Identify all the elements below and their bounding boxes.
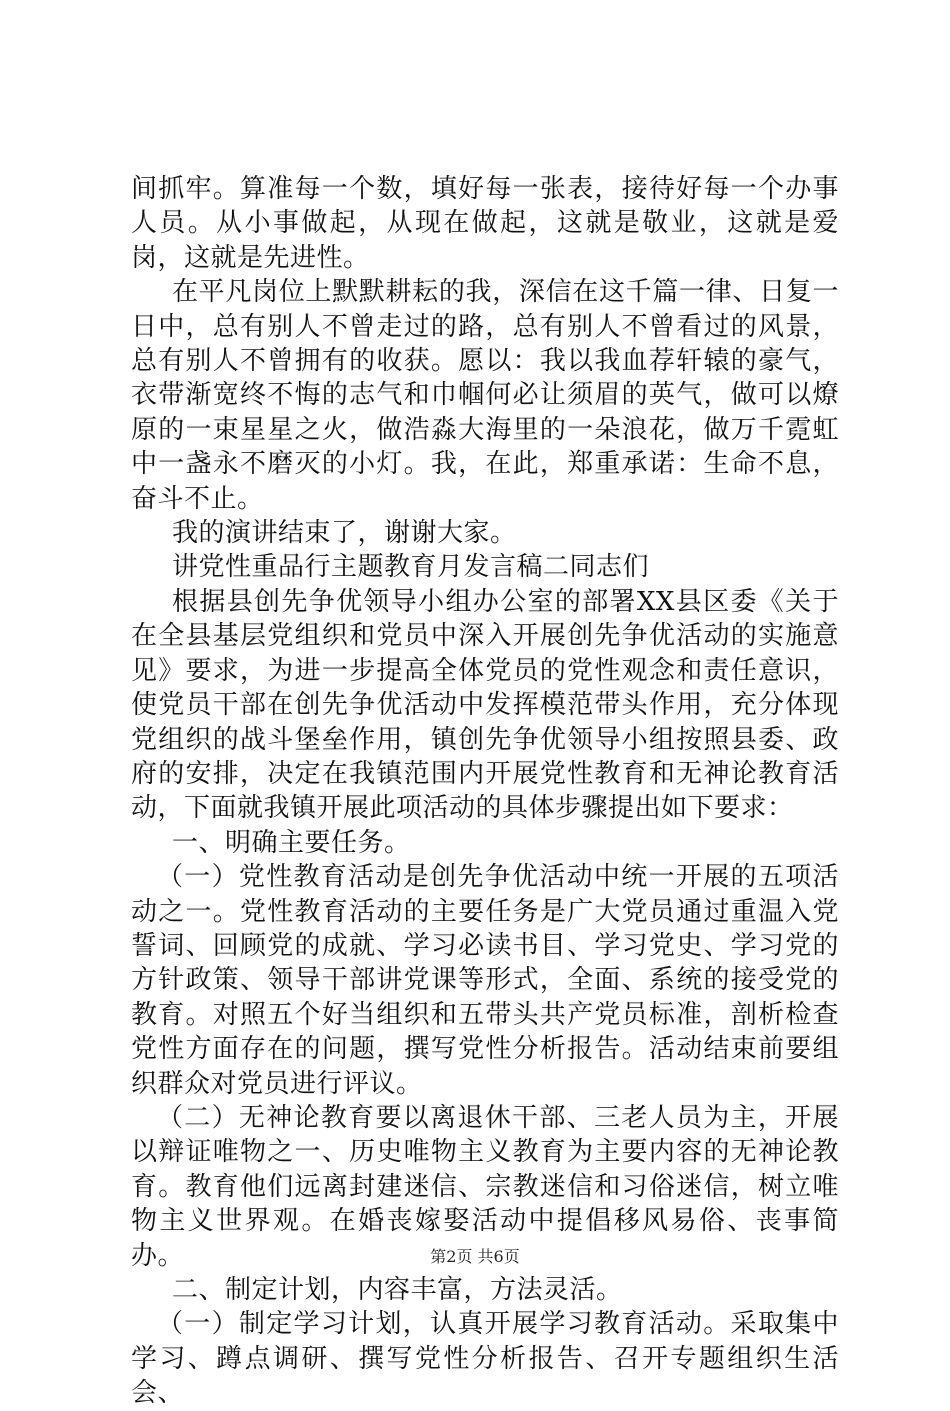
paragraph: （一）党性教育活动是创先争优活动中统一开展的五项活动之一。党性教育活动的主要任务是广大党员通过重温入党誓词、回顾党的成就、学习必读书目、学习党史、学习党的方针政策、领导干部讲党课等形式，全面、系统的接受党的教育。对照五个好当组织和五带头共产党员标准，剖析检查党性方面存在的问题，撰写党性分析报告。活动结束前要组织群众对党员进行评议。 (131, 862, 839, 1099)
paragraph-heading: 讲党性重品行主题教育月发言稿二同志们 (172, 552, 650, 583)
paragraph: 在平凡岗位上默默耕耘的我，深信在这千篇一律、日复一日中，总有别人不曾走过的路，总有别人不曾看过的风景，总有别人不曾拥有的收获。愿以：我以我血荐轩辕的豪气，衣带渐宽终不悔的志气和巾帼何必让须眉的英气，做可以燎原的一束星星之火，做浩淼大海里的一朵浪花，做万千霓虹中一盏永不磨灭的小灯。我，在此，郑重承诺：生命不息，奋斗不止。 (131, 277, 839, 514)
section-heading: 二、制定计划，内容丰富，方法灵活。 (172, 1275, 623, 1305)
document-body (131, 172, 839, 1411)
paragraph: 我的演讲结束了，谢谢大家。 (172, 518, 517, 549)
paragraph: 间抓牢。算准每一个数，填好每一张表，接待好每一个办事人员。从小事做起，从现在做起，这就是敬业，这就是爱岗，这就是先进性。 (131, 174, 839, 273)
page-footer: 第2页 共6页 (430, 1247, 520, 1266)
paragraph: 根据县创先争优领导小组办公室的部署XX县区委《关于在全县基层党组织和党员中深入开展创先争优活动的实施意见》要求，为进一步提高全体党员的党性观念和责任意识，使党员干部在创先争优活动中发挥模范带头作用，充分体现党组织的战斗堡垒作用，镇创先争优领导小组按照县委、政府的安排，决定在我镇范围内开展党性教育和无神论教育活动，下面就我镇开展此项活动的具体步骤提出如下要求： (131, 586, 839, 824)
paragraph: （二）无神论教育要以离退休干部、三老人员为主，开展以辩证唯物之一、历史唯物主义教育为主要内容的无神论教育。教育他们远离封建迷信、宗教迷信和习俗迷信，树立唯物主义世界观。在婚丧嫁娶活动中提倡移风易俗、丧事简办。 (131, 1102, 839, 1271)
section-heading: 一、明确主要任务。 (172, 827, 411, 858)
paragraph: （一）制定学习计划，认真开展学习教育活动。采取集中学习、蹲点调研、撰写党性分析报告、召开专题组织生活会、 (131, 1309, 839, 1409)
